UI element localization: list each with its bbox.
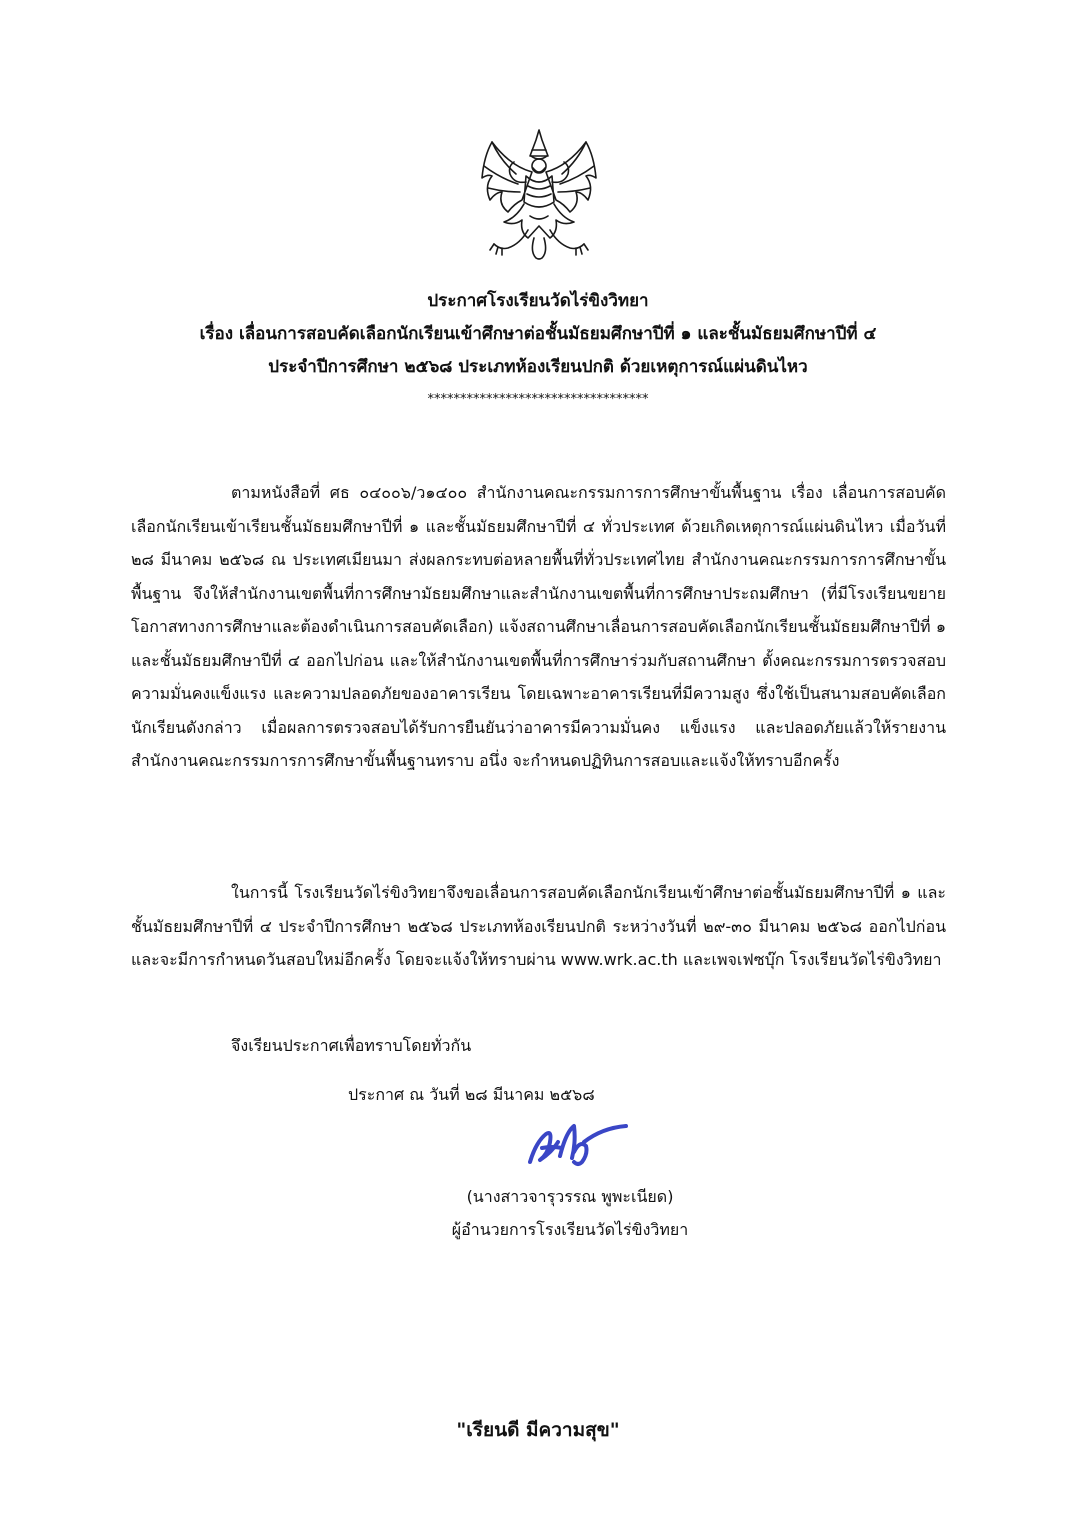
- body-paragraph-2-text: ในการนี้ โรงเรียนวัดไร่ขิงวิทยาจึงขอเลื่อนการสอบคัดเลือกนักเรียนเข้าศึกษาต่อชั้นมัธยมศึกษาปีที่ ๑ และชั้นมัธยมศึกษาปีที่ ๔ ประจำปีการศึกษา ๒๕๖๘ ประเภทห้องเรียนปกติ ระหว่างวันที่ ๒๙-๓๐ มีนาคม ๒๕๖๘ ออกไปก่อน และจะมีการกำหนดวันสอบใหม่อีกครั้ง โดยจะแจ้งให้ทราบผ่าน www.wrk.ac.th และเพจเฟซบุ๊ก โรงเรียนวัดไร่ขิงวิทยา: [131, 883, 946, 969]
- closing-statement: จึงเรียนประกาศเพื่อทราบโดยทั่วกัน: [231, 1036, 472, 1055]
- body-paragraph-1-text: ตามหนังสือที่ ศธ ๐๔๐๐๖/ว๑๔๐๐ สำนักงานคณะกรรมการการศึกษาขั้นพื้นฐาน เรื่อง เลื่อนการสอบคัดเลือกนักเรียนเข้าเรียนชั้นมัธยมศึกษาปีที่ ๑ และชั้นมัธยมศึกษาปีที่ ๔ ทั่วประเทศ ด้วยเกิดเหตุการณ์แผ่นดินไหว เมื่อวันที่ ๒๘ มีนาคม ๒๕๖๘ ณ ประเทศเมียนมา ส่งผลกระทบต่อหลายพื้นที่ทั่วประเทศไทย สำนักงานคณะกรรมการการศึกษาขั้นพื้นฐาน จึงให้สำนักงานเขตพื้นที่การศึกษามัธยมศึกษาและสำนักงานเขตพื้นที่การศึกษาประถมศึกษา (ที่มีโรงเรียนขยายโอกาสทางการศึกษาและต้องดำเนินการสอบคัดเลือก) แจ้งสถานศึกษาเลื่อนการสอบคัดเลือกนักเรียนชั้นมัธยมศึกษาปีที่ ๑ และชั้นมัธยมศึกษาปีที่ ๔ ออกไปก่อน และให้สำนักงานเขตพื้นที่การศึกษาร่วมกับสถานศึกษา ตั้งคณะกรรมการตรวจสอบความมั่นคงแข็งแรง และความปลอดภัยของอาคารเรียน โดยเฉพาะอาคารเรียนที่มีความสูง ซึ่งใช้เป็นสนามสอบคัดเลือกนักเรียนดังกล่าว เมื่อผลการตรวจสอบได้รับการยืนยันว่าอาคารมีความมั่นคง แข็งแรง และปลอดภัยแล้วให้รายงานสำนักงานคณะกรรมการการศึกษาขั้นพื้นฐานทราบ อนึ่ง จะกำหนดปฏิทินการสอบและแจ้งให้ทราบอีกครั้ง: [131, 483, 946, 770]
- signature: [522, 1112, 634, 1170]
- announcement-subject-continued: ประจำปีการศึกษา ๒๕๖๘ ประเภทห้องเรียนปกติ ด้วยเหตุการณ์แผ่นดินไหว: [268, 357, 808, 377]
- signer-position: ผู้อำนวยการโรงเรียนวัดไร่ขิงวิทยา: [451, 1220, 689, 1239]
- body-paragraph-2: [131, 876, 946, 977]
- garuda-emblem: [470, 126, 608, 262]
- header-separator: **********************************: [427, 392, 649, 407]
- school-motto: "เรียนดี มีความสุข": [456, 1419, 620, 1441]
- announcement-date: ประกาศ ณ วันที่ ๒๘ มีนาคม ๒๕๖๘: [348, 1085, 595, 1104]
- announcement-header: [0, 285, 1076, 384]
- announcement-subject: เรื่อง เลื่อนการสอบคัดเลือกนักเรียนเข้าศึกษาต่อชั้นมัธยมศึกษาปีที่ ๑ และชั้นมัธยมศึกษาปีที่ ๔: [199, 324, 877, 344]
- body-paragraph-1: [131, 476, 946, 778]
- announcement-title: ประกาศโรงเรียนวัดไร่ขิงวิทยา: [427, 291, 649, 311]
- signer-name: (นางสาวจารุวรรณ พูพะเนียด): [466, 1187, 674, 1206]
